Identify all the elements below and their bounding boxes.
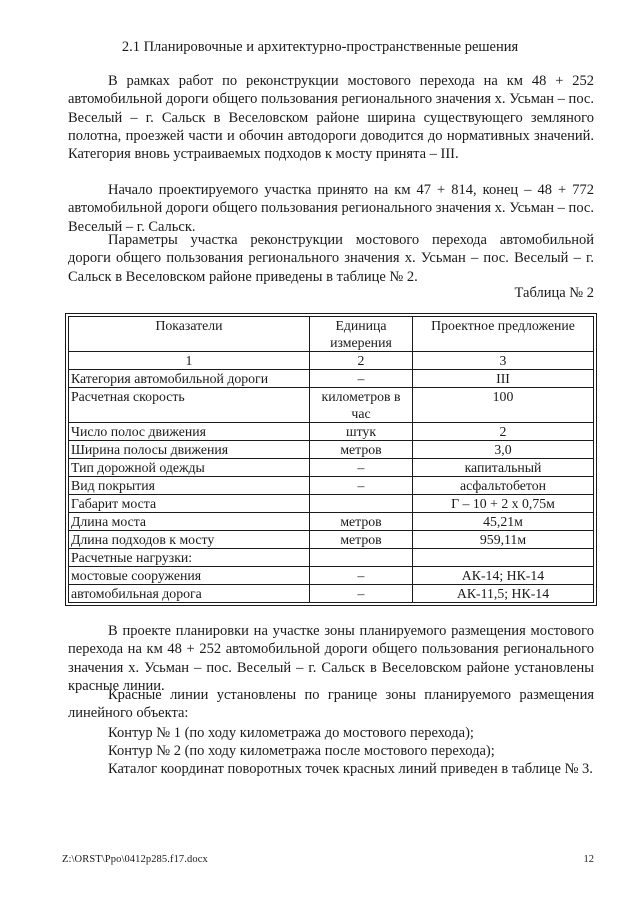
table-cell: Тип дорожной одежды: [69, 459, 310, 477]
contour-2-line: Контур № 2 (по ходу километража после мостового перехода);: [108, 743, 495, 759]
table-cell: Габарит моста: [69, 495, 310, 513]
table-cell: метров: [310, 441, 413, 459]
paragraph-reconstruction: В рамках работ по реконструкции мостового перехода на км 48 + 252 автомобильной дороги общего пользования регионального значения х. Усьман – пос. Веселый – г. Сальск в Веселовском районе ширина существующего земляного полотна, проезжей части и обочин автодороги доводится до нормативных значений. Категория вновь устраиваемых подходов к мосту принята – III.: [68, 73, 594, 163]
table-cell: Вид покрытия: [69, 477, 310, 495]
table-row: [69, 549, 594, 567]
paragraph-section-start: Начало проектируемого участка принято на км 47 + 814, конец – 48 + 772 автомобильной дороги общего пользования регионального значения х. Усьман – пос. Веселый – г. Сальск.: [68, 182, 594, 235]
table-cell: штук: [310, 423, 413, 441]
table-cell: [310, 549, 413, 567]
paragraph-parameters: Параметры участка реконструкции мостового перехода автомобильной дороги общего пользования регионального значения х. Усьман – пос. Веселый – г. Сальск в Веселовском районе приведены в таблице № 2.: [68, 232, 594, 285]
table-row: [69, 477, 594, 495]
table-row: [69, 441, 594, 459]
table-cell: III: [413, 370, 594, 388]
header-proposal: Проектное предложение: [413, 317, 594, 352]
table-cell: автомобильная дорога: [69, 585, 310, 603]
table-cell: АК-11,5; НК-14: [413, 585, 594, 603]
table-cell: Число полос движения: [69, 423, 310, 441]
paragraph-red-lines-boundary: Красные линии установлены по границе зоны планируемого размещения линейного объекта:: [68, 687, 594, 722]
table-cell: 100: [413, 388, 594, 423]
section-heading: 2.1 Планировочные и архитектурно-пространственные решения: [121, 39, 519, 55]
column-number: 2: [310, 352, 413, 370]
paragraph-coordinate-catalog: Каталог координат поворотных точек красных линий приведен в таблице № 3.: [108, 761, 593, 777]
table-cell: Категория автомобильной дороги: [69, 370, 310, 388]
table-row: [69, 495, 594, 513]
table-cell: 45,21м: [413, 513, 594, 531]
table-cell: 3,0: [413, 441, 594, 459]
paragraph-red-lines: В проекте планировки на участке зоны планируемого размещения мостового перехода на км 48 + 252 автомобильной дороги общего пользования регионального значения х. Усьман – пос. Веселый – г. Сальск в Веселовском районе установлены красные линии.: [68, 623, 594, 694]
table-row: [69, 370, 594, 388]
table-row: [69, 459, 594, 477]
table-row: [69, 567, 594, 585]
table-cell: Расчетные нагрузки:: [69, 549, 310, 567]
footer-file-path: Z:\ORST\Ppo\0412p285.f17.docx: [62, 854, 208, 865]
table-cell: Длина моста: [69, 513, 310, 531]
table-cell: –: [310, 370, 413, 388]
table-cell: –: [310, 585, 413, 603]
table-cell: Длина подходов к мосту: [69, 531, 310, 549]
parameters-table: [68, 316, 594, 603]
table-row: [69, 513, 594, 531]
table-cell: Г – 10 + 2 х 0,75м: [413, 495, 594, 513]
table-cell: АК-14; НК-14: [413, 567, 594, 585]
header-unit: Единица измерения: [310, 317, 413, 352]
header-indicators: Показатели: [69, 317, 310, 352]
contour-1-line: Контур № 1 (по ходу километража до мостового перехода);: [108, 725, 474, 741]
table-cell: километров в час: [310, 388, 413, 423]
table-cell: 959,11м: [413, 531, 594, 549]
table-cell: –: [310, 567, 413, 585]
table-number-row: [69, 352, 594, 370]
table-row: [69, 531, 594, 549]
table-header-row: [69, 317, 594, 352]
table-row: [69, 585, 594, 603]
table-cell: [310, 495, 413, 513]
table-row: [69, 388, 594, 423]
table-cell: асфальтобетон: [413, 477, 594, 495]
column-number: 3: [413, 352, 594, 370]
table-caption: Таблица № 2: [514, 285, 594, 301]
page-number: 12: [583, 854, 594, 865]
table-cell: Расчетная скорость: [69, 388, 310, 423]
column-number: 1: [69, 352, 310, 370]
table-cell: метров: [310, 513, 413, 531]
table-cell: –: [310, 459, 413, 477]
table-cell: [413, 549, 594, 567]
table-cell: мостовые сооружения: [69, 567, 310, 585]
table-cell: капитальный: [413, 459, 594, 477]
table-cell: метров: [310, 531, 413, 549]
table-cell: Ширина полосы движения: [69, 441, 310, 459]
table-cell: –: [310, 477, 413, 495]
table-cell: 2: [413, 423, 594, 441]
table-row: [69, 423, 594, 441]
